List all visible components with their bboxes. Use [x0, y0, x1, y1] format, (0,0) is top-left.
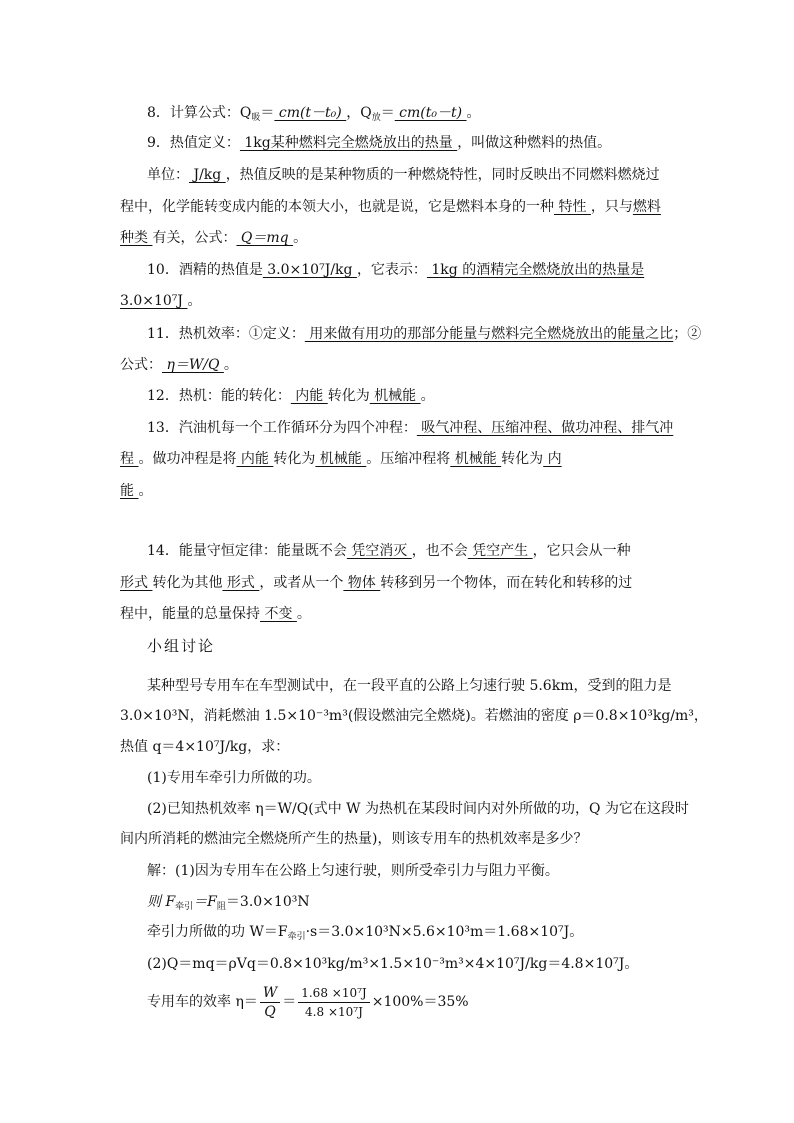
solution-work-label: 牵引力所做的功 W＝F: [147, 924, 288, 940]
answer-four-strokes-start: 吸气冲程、压缩冲程、做功冲程、排气冲: [416, 420, 674, 436]
solution-line-4: (2)Q＝mq＝ρVq＝0.8×10³kg/m³×1.5×10⁻³m³×4×10⁷J/kg＝4.8×10⁷J。: [147, 956, 639, 972]
item-11: [147, 324, 701, 344]
item-14-e: 转移到另一个物体，而在转化和转移的过: [380, 575, 633, 591]
line3-mid: ，只与: [590, 199, 633, 215]
solution-equals-f: ＝F: [193, 894, 217, 910]
answer-power-stroke-to: 机械能: [315, 451, 367, 467]
answer-four-strokes-end: 程: [120, 451, 139, 467]
period: 。: [138, 483, 153, 499]
item-13-d: 转化为: [501, 451, 544, 467]
fraction-values: [298, 984, 369, 1021]
equals: ＝: [260, 105, 275, 121]
item-14-a: ，也不会: [411, 543, 468, 559]
item-10: [147, 260, 644, 280]
item-10-text: 10．酒精的热值是: [147, 262, 263, 278]
solution-force-value: ＝3.0×10³N: [225, 894, 310, 910]
answer-unit: J/kg: [189, 167, 226, 183]
item-14-text: 14．能量守恒定律：能量既不会: [147, 543, 347, 559]
period: 。: [293, 230, 308, 246]
subscript-resistance: 阻: [216, 902, 226, 912]
item-10-line2: [120, 291, 201, 311]
item-10-mid: ，它表示：: [356, 262, 427, 278]
item-12: [147, 386, 435, 406]
unit-label: 单位：: [147, 167, 189, 183]
fraction-numerator: W: [260, 984, 280, 1003]
answer-compression-from: 机械能: [450, 451, 502, 467]
item-9-unit-line: [147, 165, 660, 185]
item-9-line4: [120, 228, 307, 248]
subscript-release: 放: [371, 113, 381, 123]
item-13-text: 13．汽油机每一个工作循环分为四个冲程：: [147, 420, 417, 436]
question-2-line-1: (2)已知热机效率 η＝W/Q(式中 W 为热机在某段时间内对外所做的功，Q 为它在这段时: [147, 801, 689, 817]
period: 。: [187, 293, 202, 309]
answer-form: 形式: [120, 575, 153, 591]
item-14-b: ，它只会从一种: [532, 543, 631, 559]
answer-not-destroyed: 凭空消灭: [346, 543, 412, 559]
equals: ＝: [380, 105, 395, 121]
answer-other-form: 形式: [222, 575, 260, 591]
answer-meaning-start: 1kg 的酒精完全燃烧放出的热量是: [426, 262, 645, 278]
answer-fuel-type-start: 燃料: [632, 199, 661, 215]
question-2-line-2: 间内所消耗的燃油完全燃烧所产生的热量)，则该专用车的热机效率是多少？: [120, 831, 588, 847]
answer-heat-value-definition: 1kg某种燃料完全燃烧放出的热量: [239, 135, 458, 151]
answer-compression-to-start: 内: [543, 451, 562, 467]
answer-heat-formula: Q＝mq: [236, 230, 294, 246]
solution-work-value: ·s＝3.0×10³N×5.6×10³m＝1.68×10⁷J。: [305, 924, 584, 940]
subscript-traction: 牵引: [175, 902, 194, 912]
subscript-traction: 牵引: [287, 932, 306, 942]
answer-unchanged: 不变: [260, 606, 297, 622]
item-14-line2: [120, 573, 632, 593]
item-9-text: 9．热值定义：: [147, 135, 240, 151]
line3-text: 程中，化学能转变成内能的本领大小，也就是说，它是燃料本身的一种: [120, 199, 554, 215]
period: 。: [420, 388, 435, 404]
item-14-d: ，或者从一个: [259, 575, 344, 591]
item-13-a: 。做功冲程是将: [138, 451, 237, 467]
solution-line-1: 解：(1)因为专用车在公路上匀速行驶，则所受牵引力与阻力平衡。: [147, 863, 559, 879]
answer-efficiency-definition: 用来做有用功的那部分能量与燃料完全燃烧放出的能量之比: [304, 326, 674, 342]
item-9-line3: [120, 197, 661, 217]
item-9: [147, 133, 611, 153]
answer-alcohol-heat-value: 3.0×10⁷J/kg: [262, 262, 357, 278]
solution-line-3: [147, 922, 583, 947]
item-14: [147, 541, 631, 561]
answer-fuel-type-end: 种类: [120, 230, 153, 246]
subscript-absorb: 吸: [251, 113, 261, 123]
problem-line-3: 热值 q＝4×10⁷J/kg，求：: [120, 739, 290, 755]
fraction-denominator: 4.8 ×10⁷J: [305, 1004, 363, 1019]
equals: ＝: [282, 994, 297, 1010]
item-14-c: 转化为其他: [152, 575, 223, 591]
answer-internal-energy: 内能: [290, 388, 328, 404]
fraction-numerator: 1.68 ×10⁷J: [298, 984, 369, 1003]
item-13-line2: [120, 449, 562, 469]
solution-force-label: 则 F: [147, 894, 176, 910]
item-11-mid: ；②: [673, 326, 702, 342]
item-14-f: 程中，能量的总量保持: [120, 606, 260, 622]
answer-mechanical-energy: 机械能: [369, 388, 421, 404]
item-9-suffix: ，叫做这种燃料的热值。: [457, 135, 612, 151]
item-11-line2: [120, 355, 238, 375]
period: 。: [296, 606, 311, 622]
line4-text: 有关，公式：: [152, 230, 237, 246]
item-12-mid: 转化为: [327, 388, 370, 404]
item-13-c: 。压缩冲程将: [366, 451, 451, 467]
answer-not-created: 凭空产生: [467, 543, 533, 559]
answer-compression-to-end: 能: [120, 483, 139, 499]
item-14-line3: [120, 604, 311, 624]
item-13: [147, 418, 673, 438]
solution-efficiency-result: ×100%＝35%: [371, 994, 469, 1010]
fraction-w-over-q: [260, 984, 280, 1021]
item-8-text: 8．计算公式：Q: [147, 105, 252, 121]
period: 。: [223, 357, 238, 373]
question-1: (1)专用车牵引力所做的功。: [147, 770, 321, 786]
answer-absorb-formula: cm(t－t₀): [274, 105, 347, 121]
solution-line-2: [147, 892, 310, 917]
formula-label: 公式：: [120, 357, 162, 373]
fraction-denominator: Q: [264, 1003, 276, 1020]
answer-power-stroke-from: 内能: [236, 451, 274, 467]
problem-line-2: 3.0×10³N，消耗燃油 1.5×10⁻³m³(假设燃油完全燃烧)。若燃油的密度 ρ＝0.8×10³kg/m³，: [120, 708, 708, 724]
unit-line-text: ，热值反映的是某种物质的一种燃烧特性，同时反映出不同燃料燃烧过: [225, 167, 660, 183]
item-13-b: 转化为: [273, 451, 316, 467]
item-8: [147, 103, 481, 128]
solution-efficiency-label: 专用车的效率 η＝: [147, 994, 258, 1010]
answer-release-formula: cm(t₀－t): [394, 105, 467, 121]
section-title: 小组讨论: [147, 637, 216, 655]
item-11-text: 11．热机效率：①定义：: [147, 326, 305, 342]
answer-object: 物体: [343, 575, 381, 591]
item-8-mid: ，Q: [346, 105, 372, 121]
item-12-text: 12．热机：能的转化：: [147, 388, 291, 404]
problem-line-1: 某种型号专用车在车型测试中，在一段平直的公路上匀速行驶 5.6km，受到的阻力是: [147, 678, 672, 694]
solution-line-5: [147, 982, 469, 1022]
answer-efficiency-formula: η＝W/Q: [162, 357, 224, 373]
answer-meaning-end: 3.0×10⁷J: [120, 293, 188, 309]
item-13-line3: [120, 481, 152, 501]
answer-property: 特性: [554, 199, 591, 215]
period: 。: [466, 105, 481, 121]
